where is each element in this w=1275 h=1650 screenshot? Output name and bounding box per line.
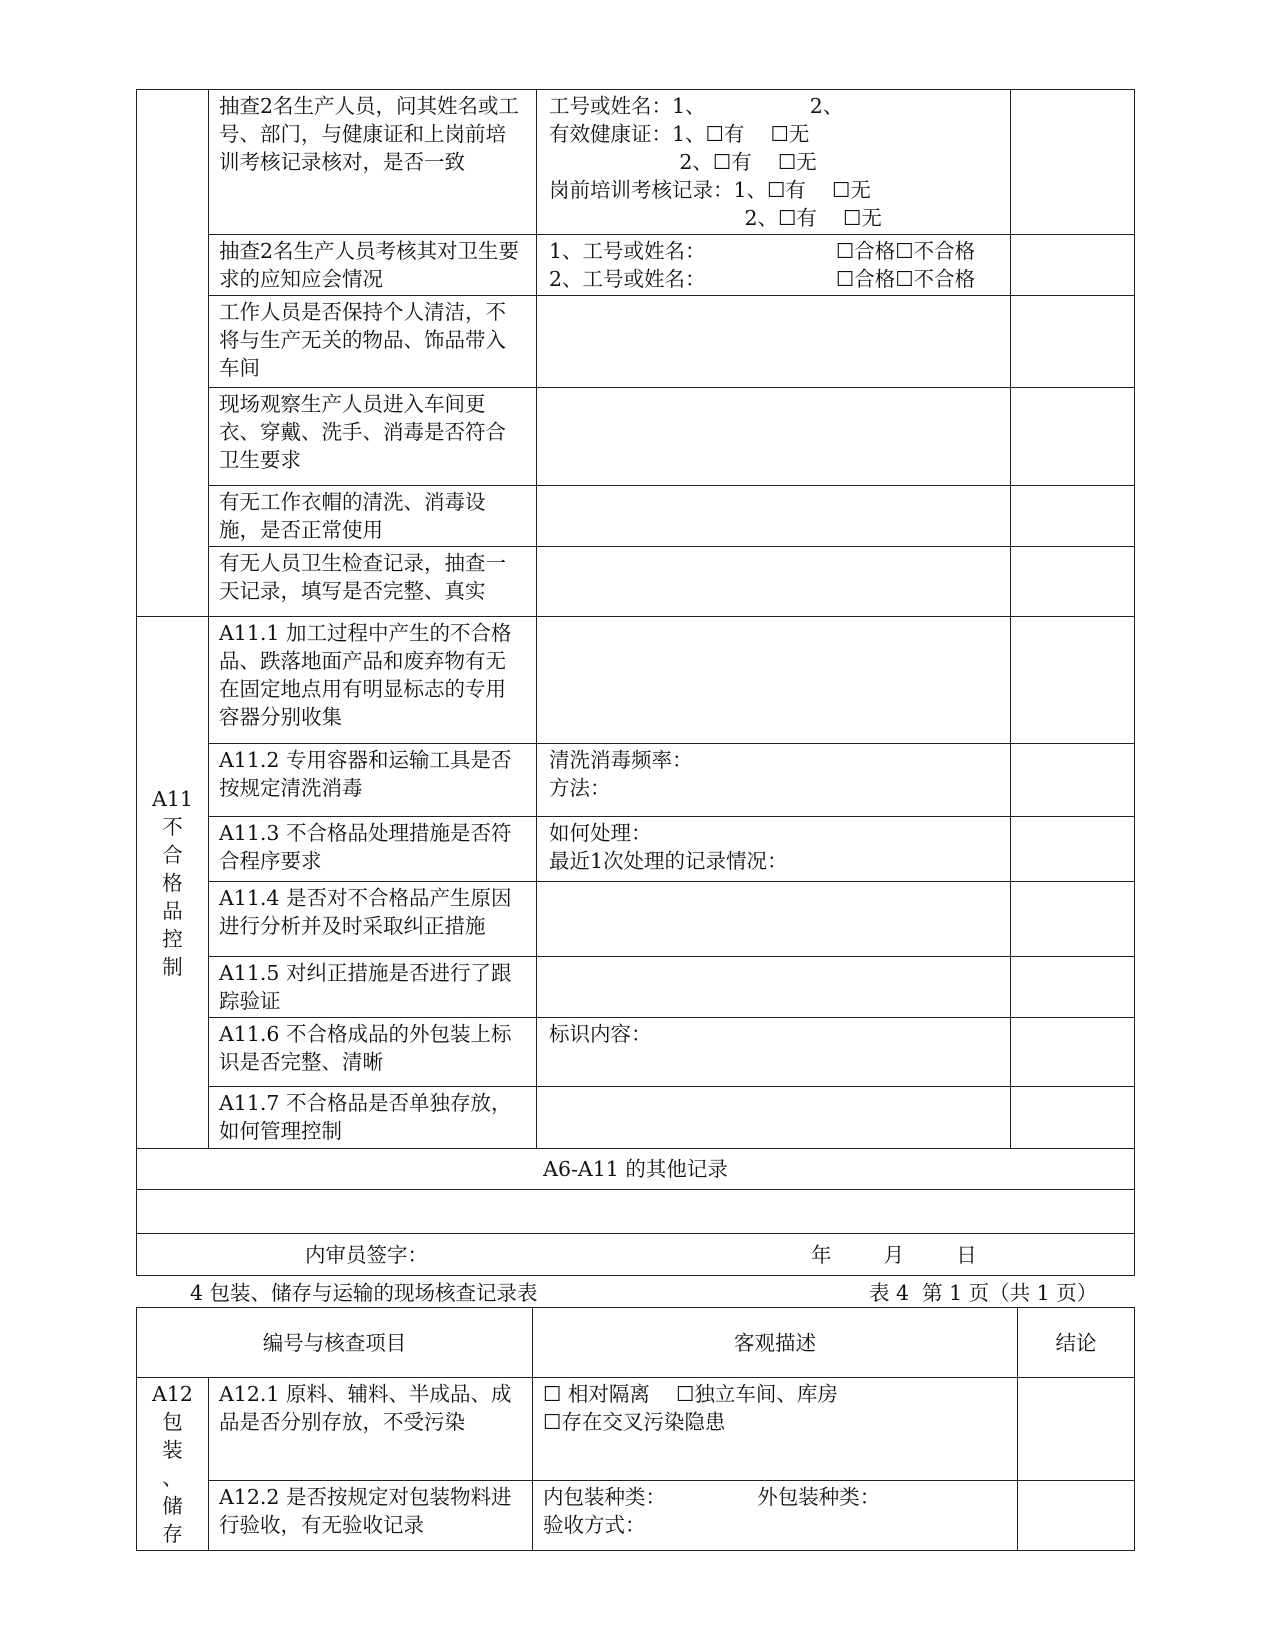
other-records-row xyxy=(137,1149,1135,1190)
table-row xyxy=(137,817,1135,882)
description-cell: 标识内容： xyxy=(537,1018,1011,1087)
table-row xyxy=(137,235,1135,296)
table-row xyxy=(137,744,1135,817)
description-cell xyxy=(537,957,1011,1018)
table-row xyxy=(137,882,1135,957)
item-cell: A11.1 加工过程中产生的不合格品、跌落地面产品和废弃物有无在固定地点用有明显标志的专用容器分别收集 xyxy=(209,617,537,744)
item-cell: 抽查2名生产人员，问其姓名或工号、部门，与健康证和上岗前培训考核记录核对，是否一致 xyxy=(209,90,537,235)
description-cell: 工号或姓名：1、 2、 有效健康证：1、☐有 ☐无 2、☐有 ☐无 岗前培训考核记录：1、☐有 ☐无 2、☐有 ☐无 xyxy=(537,90,1011,235)
section-label-a12: A12 包 装 、 储 存 xyxy=(137,1378,209,1551)
conclusion-cell xyxy=(1011,1018,1135,1087)
conclusion-cell xyxy=(1011,1087,1135,1149)
description-cell xyxy=(537,617,1011,744)
item-cell: 现场观察生产人员进入车间更衣、穿戴、洗手、消毒是否符合卫生要求 xyxy=(209,388,537,486)
conclusion-cell xyxy=(1011,547,1135,617)
item-cell: A11.5 对纠正措施是否进行了跟踪验证 xyxy=(209,957,537,1018)
table-row xyxy=(137,388,1135,486)
date-label: 年 月 日 xyxy=(811,1242,977,1267)
inspection-table-packaging xyxy=(136,1307,1135,1551)
inspection-table-personnel-a11 xyxy=(136,89,1135,1276)
item-cell: 工作人员是否保持个人清洁，不将与生产无关的物品、饰品带入车间 xyxy=(209,296,537,388)
conclusion-cell xyxy=(1011,388,1135,486)
description-cell xyxy=(537,547,1011,617)
other-records-label: A6-A11 的其他记录 xyxy=(137,1149,1135,1190)
conclusion-cell xyxy=(1011,235,1135,296)
table-row xyxy=(137,1018,1135,1087)
signature-cell xyxy=(137,1234,1135,1276)
conclusion-cell xyxy=(1011,957,1135,1018)
conclusion-cell xyxy=(1011,90,1135,235)
table-header-row xyxy=(137,1308,1135,1378)
conclusion-cell xyxy=(1011,744,1135,817)
table-row xyxy=(137,1378,1135,1481)
item-cell: A11.7 不合格品是否单独存放，如何管理控制 xyxy=(209,1087,537,1149)
table4-title: 4 包装、储存与运输的现场核查记录表 xyxy=(190,1281,538,1305)
description-cell: 内包装种类： 外包装种类： 验收方式： xyxy=(533,1480,1018,1550)
description-cell xyxy=(537,1087,1011,1149)
description-cell xyxy=(537,882,1011,957)
table-row xyxy=(137,486,1135,547)
signature-row xyxy=(137,1234,1135,1276)
table-row xyxy=(137,296,1135,388)
item-cell: A12.1 原料、辅料、半成品、成品是否分别存放，不受污染 xyxy=(209,1378,533,1481)
description-cell: 清洗消毒频率： 方法： xyxy=(537,744,1011,817)
table-row xyxy=(137,617,1135,744)
auditor-signature-label: 内审员签字： xyxy=(305,1242,428,1267)
table-row xyxy=(137,1087,1135,1149)
header-description: 客观描述 xyxy=(533,1308,1018,1378)
description-cell xyxy=(537,388,1011,486)
description-cell xyxy=(537,486,1011,547)
description-cell: 如何处理： 最近1次处理的记录情况： xyxy=(537,817,1011,882)
item-cell: A11.4 是否对不合格品产生原因进行分析并及时采取纠正措施 xyxy=(209,882,537,957)
item-cell: A11.6 不合格成品的外包装上标识是否完整、清晰 xyxy=(209,1018,537,1087)
conclusion-cell xyxy=(1018,1480,1135,1550)
conclusion-cell xyxy=(1011,486,1135,547)
description-cell xyxy=(537,296,1011,388)
item-cell: A11.2 专用容器和运输工具是否按规定清洗消毒 xyxy=(209,744,537,817)
conclusion-cell xyxy=(1011,882,1135,957)
section-label-personnel xyxy=(137,90,209,617)
blank-records-row xyxy=(137,1190,1135,1234)
header-item: 编号与核查项目 xyxy=(137,1308,533,1378)
header-conclusion: 结论 xyxy=(1018,1308,1135,1378)
item-cell: 有无工作衣帽的清洗、消毒设施，是否正常使用 xyxy=(209,486,537,547)
table-row xyxy=(137,1480,1135,1550)
item-cell: A12.2 是否按规定对包装物料进行验收，有无验收记录 xyxy=(209,1480,533,1550)
conclusion-cell xyxy=(1011,817,1135,882)
item-cell: 有无人员卫生检查记录，抽查一天记录，填写是否完整、真实 xyxy=(209,547,537,617)
table-row xyxy=(137,957,1135,1018)
records-blank-cell xyxy=(137,1190,1135,1234)
description-cell: ☐ 相对隔离 ☐独立车间、库房 ☐存在交叉污染隐患 xyxy=(533,1378,1018,1481)
section-label-a11: A11 不 合 格 品 控 制 xyxy=(137,617,209,1149)
table4-page-info: 表 4 第 1 页（共 1 页） xyxy=(869,1281,1098,1305)
conclusion-cell xyxy=(1018,1378,1135,1481)
description-cell: 1、工号或姓名： ☐合格☐不合格 2、工号或姓名： ☐合格☐不合格 xyxy=(537,235,1011,296)
table-row xyxy=(137,547,1135,617)
conclusion-cell xyxy=(1011,617,1135,744)
conclusion-cell xyxy=(1011,296,1135,388)
table-row xyxy=(137,90,1135,235)
item-cell: 抽查2名生产人员考核其对卫生要求的应知应会情况 xyxy=(209,235,537,296)
item-cell: A11.3 不合格品处理措施是否符合程序要求 xyxy=(209,817,537,882)
